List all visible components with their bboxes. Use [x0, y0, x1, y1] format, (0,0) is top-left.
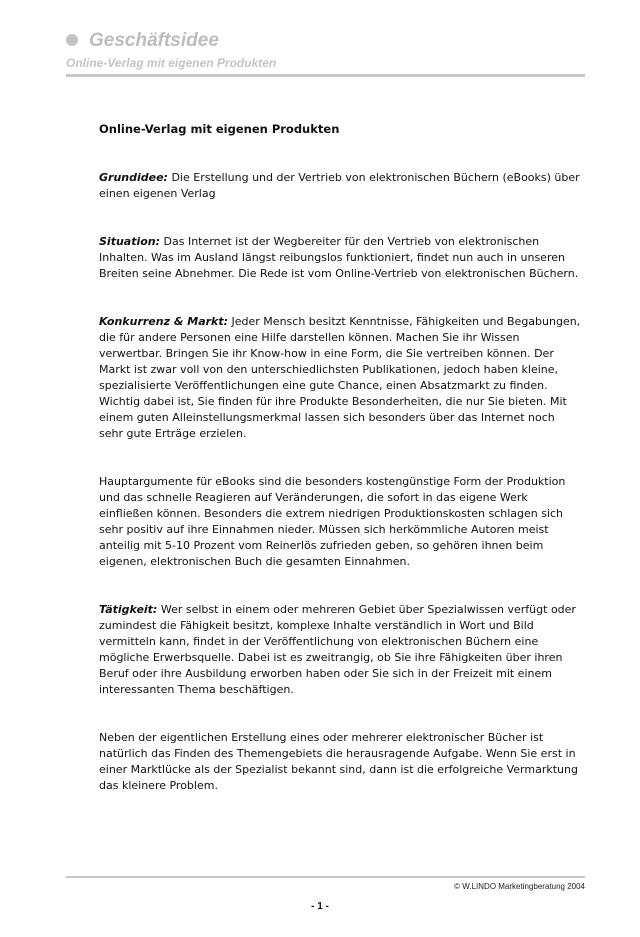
header-divider: [66, 74, 585, 77]
footer-copyright: © W.LINDO Marketingberatung 2004: [454, 882, 585, 891]
paragraph-grundidee: [99, 170, 581, 202]
paragraph-text: Wer selbst in einem oder mehreren Gebiet über Spezialwissen verfügt oder zumindest die Fähigkeit besitzt, komplexe Inhalte verständlich in Wort und Bild vermitteln kann, findet in der Veröffentlichung von elektronischen Büchern eine mögliche Erwerbsquelle. Dabei ist es zweitrangig, ob Sie ihre Fähigkeiten über ihren Beruf oder ihre Ausbildung erworben haben oder Sie sich in der Freizeit mit einem interessanten Thema beschäftigen.: [99, 603, 576, 696]
paragraph-text: Die Erstellung und der Vertrieb von elektronischen Büchern (eBooks) über einen eigenen Verlag: [99, 171, 580, 200]
paragraph-hauptargumente: [99, 474, 581, 570]
paragraph-themengebiet: [99, 730, 581, 794]
paragraph-lead: Situation:: [99, 235, 161, 248]
paragraph-text: Jeder Mensch besitzt Kenntnisse, Fähigkeiten und Begabungen, die für andere Personen eine Hilfe darstellen können. Machen Sie ihr Wissen verwertbar. Bringen Sie ihr Know-how in eine Form, die Sie vertreiben können. Der Markt ist zwar voll von den unterschiedlichsten Publikationen, jedoch haben kleine, spezialisierte Veröffentlichungen eine gute Chance, einen Absatzmarkt zu finden. Wichtig dabei ist, Sie finden für ihre Produkte Besonderheiten, die nur Sie bieten. Mit einem guten Alleinstellungsmerkmal lassen sich besonders über das Internet noch sehr gute Erträge erzielen.: [99, 315, 581, 440]
paragraph-lead: Konkurrenz & Markt:: [99, 315, 229, 328]
paragraph-text: Hauptargumente für eBooks sind die besonders kostengünstige Form der Produktion und das schnelle Reagieren auf Veränderungen, die sofort in das eigene Werk einfließen können. Besonders die extrem niedrigen Produktionskosten schlagen sich sehr positiv auf ihre Einnahmen nieder. Müssen sich herkömmliche Autoren meist anteilig mit 5-10 Prozent vom Reinerlös zufrieden geben, so gehören ihnen beim eigenen, elektronischen Buch die gesamten Einnahmen.: [99, 475, 566, 568]
paragraph-lead: Tätigkeit:: [99, 603, 158, 616]
header-subtitle: Online-Verlag mit eigenen Produkten: [66, 56, 277, 70]
header-title: Geschäftsidee: [89, 30, 219, 51]
paragraph-situation: [99, 234, 581, 282]
paragraph-taetigkeit: [99, 602, 581, 698]
paragraph-text: Das Internet ist der Wegbereiter für den Vertrieb von elektronischen Inhalten. Was im Ausland längst reibungslos funktioniert, findet nun auch in unseren Breiten seine Abnehmer. Die Rede ist vom Online-Vertrieb von elektronischen Büchern.: [99, 235, 579, 280]
footer-divider: [66, 876, 585, 878]
document-title: Online-Verlag mit eigenen Produkten: [99, 122, 340, 136]
bullet-icon: [66, 34, 78, 46]
paragraph-text: Neben der eigentlichen Erstellung eines oder mehrerer elektronischer Bücher ist natürlich das Finden des Themengebiets die herausragende Aufgabe. Wenn Sie erst in einer Marktlücke als der Spezialist bekannt sind, dann ist die erfolgreiche Vermarktung das kleinere Problem.: [99, 731, 578, 792]
document-body: [99, 121, 581, 826]
paragraph-konkurrenz-markt: [99, 314, 581, 442]
paragraph-lead: Grundidee:: [99, 171, 168, 184]
page-number: - 1 -: [311, 901, 329, 912]
